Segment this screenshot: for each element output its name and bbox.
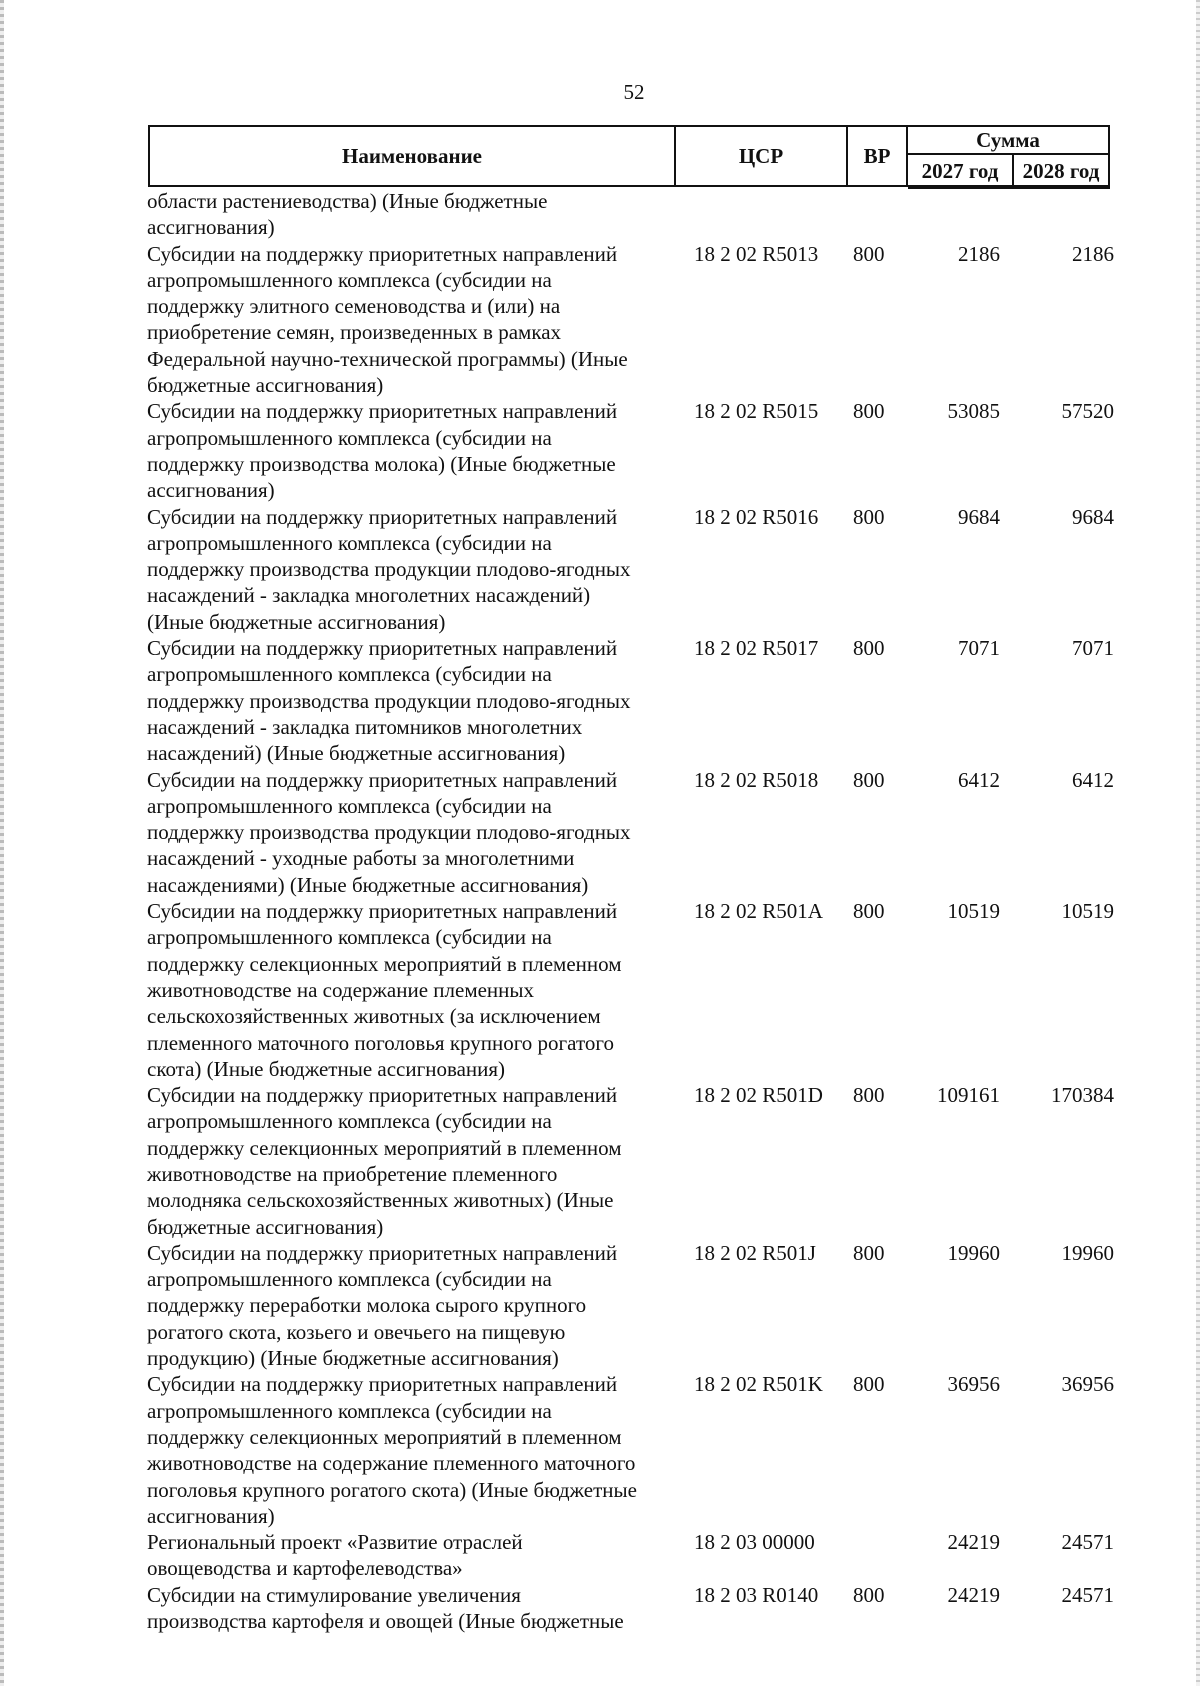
- table-row: [0, 767, 1200, 898]
- row-csr: 18 2 02 R5013: [694, 241, 819, 266]
- row-sum-2027: 36956: [947, 1372, 1000, 1397]
- row-sum-2028: 24571: [1061, 1582, 1114, 1607]
- row-csr: 18 2 02 R501K: [694, 1372, 823, 1397]
- row-name: Региональный проект «Развитие отраслей овощеводства и картофелеводства»: [147, 1530, 523, 1581]
- table-body: [0, 188, 1200, 1634]
- table-row: [0, 1240, 1200, 1371]
- row-csr: 18 2 02 R501D: [694, 1083, 823, 1108]
- row-sum-2028: 36956: [1061, 1372, 1114, 1397]
- row-name: Субсидии на поддержку приоритетных направлений агропромышленного комплекса (субсидии на поддержку элитного семеноводства и (или) на приобретение семян, произведенных в рамках Федеральной научно-технической программы) (Иные бюджетные ассигнования): [147, 241, 628, 398]
- table-row: [0, 1371, 1200, 1529]
- row-sum-2028: 24571: [1061, 1530, 1114, 1555]
- header-year-2027: 2027 год: [908, 155, 1014, 189]
- row-sum-2028: 10519: [1061, 899, 1114, 924]
- row-sum-2028: 2186: [1072, 241, 1114, 266]
- row-sum-2028: 9684: [1072, 504, 1114, 529]
- row-vr: 800: [853, 1372, 885, 1397]
- table-row: [0, 898, 1200, 1082]
- row-vr: 800: [853, 899, 885, 924]
- row-vr: 800: [853, 767, 885, 792]
- row-csr: 18 2 02 R501A: [694, 899, 823, 924]
- row-sum-2028: 170384: [1051, 1083, 1114, 1108]
- row-sum-2027: 24219: [947, 1582, 1000, 1607]
- table-row: [0, 1529, 1200, 1582]
- row-sum-2027: 19960: [947, 1240, 1000, 1265]
- row-name: Субсидии на поддержку приоритетных направлений агропромышленного комплекса (субсидии на поддержку производства молока) (Иные бюджетные ассигнования): [147, 399, 618, 503]
- row-sum-2027: 2186: [958, 241, 1000, 266]
- row-vr: 800: [853, 1240, 885, 1265]
- header-name: Наименование: [150, 127, 676, 185]
- row-sum-2028: 6412: [1072, 767, 1114, 792]
- row-name: Субсидии на поддержку приоритетных направлений агропромышленного комплекса (субсидии на поддержку селекционных мероприятий в племенном животноводстве на приобретение племенного молодняка сельскохозяйственных животных) (Иные бюджетные ассигнования): [147, 1083, 622, 1239]
- header-year-2028: 2028 год: [1014, 155, 1110, 189]
- row-vr: 800: [853, 399, 885, 424]
- row-vr: 800: [853, 504, 885, 529]
- table-row: [0, 1582, 1200, 1635]
- row-sum-2027: 24219: [947, 1530, 1000, 1555]
- row-csr: 18 2 02 R5015: [694, 399, 819, 424]
- table-row: [0, 398, 1200, 503]
- row-csr: 18 2 02 R5018: [694, 767, 819, 792]
- row-name: Субсидии на поддержку приоритетных направлений агропромышленного комплекса (субсидии на поддержку переработки молока сырого крупного рогатого скота, козьего и овечьего на пищевую продукцию) (Иные бюджетные ассигнования): [147, 1240, 618, 1371]
- row-vr: 800: [853, 636, 885, 661]
- row-name: области растениеводства) (Иные бюджетные ассигнования): [147, 189, 548, 240]
- row-csr: 18 2 03 00000: [694, 1530, 815, 1555]
- table-row: [0, 635, 1200, 766]
- row-sum-2027: 10519: [947, 899, 1000, 924]
- row-name: Субсидии на стимулирование увеличения производства картофеля и овощей (Иные бюджетные: [147, 1582, 624, 1634]
- row-sum-2028: 7071: [1072, 636, 1114, 661]
- table-row: [0, 241, 1200, 399]
- row-sum-2027: 109161: [937, 1083, 1000, 1108]
- row-sum-2028: 19960: [1061, 1240, 1114, 1265]
- header-csr: ЦСР: [676, 127, 848, 185]
- row-name: Субсидии на поддержку приоритетных направлений агропромышленного комплекса (субсидии на поддержку селекционных мероприятий в племенном животноводстве на содержание племенного маточного поголовья крупного рогатого скота) (Иные бюджетные ассигнования): [147, 1372, 637, 1528]
- row-vr: 800: [853, 1083, 885, 1108]
- row-csr: 18 2 02 R5016: [694, 504, 819, 529]
- table-header: [148, 125, 1110, 187]
- row-csr: 18 2 02 R5017: [694, 636, 819, 661]
- row-csr: 18 2 02 R501J: [694, 1240, 816, 1265]
- table-row: [0, 1082, 1200, 1240]
- row-name: Субсидии на поддержку приоритетных направлений агропромышленного комплекса (субсидии на поддержку производства продукции плодово-ягодных насаждений - закладка многолетних насаждений) (Иные бюджетные ассигнования): [147, 504, 631, 634]
- row-csr: 18 2 03 R0140: [694, 1582, 819, 1607]
- row-name: Субсидии на поддержку приоритетных направлений агропромышленного комплекса (субсидии на поддержку селекционных мероприятий в племенном животноводстве на содержание племенных сельскохозяйственных животных (за исключением племенного маточного поголовья крупного рогатого скота) (Иные бюджетные ассигнования): [147, 899, 622, 1081]
- table-row: [0, 504, 1200, 635]
- row-sum-2027: 53085: [947, 399, 1000, 424]
- header-vr: ВР: [848, 127, 908, 185]
- page-number: 52: [623, 80, 645, 104]
- row-sum-2027: 7071: [958, 636, 1000, 661]
- row-sum-2027: 9684: [958, 504, 1000, 529]
- row-vr: 800: [853, 241, 885, 266]
- header-sum: Сумма: [908, 127, 1108, 155]
- row-vr: 800: [853, 1582, 885, 1607]
- row-name: Субсидии на поддержку приоритетных направлений агропромышленного комплекса (субсидии на поддержку производства продукции плодово-ягодных насаждений - закладка питомников многолетних насаждений) (Иные бюджетные ассигнования): [147, 636, 631, 766]
- row-sum-2028: 57520: [1061, 399, 1114, 424]
- row-sum-2027: 6412: [958, 767, 1000, 792]
- row-name: Субсидии на поддержку приоритетных направлений агропромышленного комплекса (субсидии на поддержку производства продукции плодово-ягодных насаждений - уходные работы за многолетними насаждениями) (Иные бюджетные ассигнования): [147, 767, 631, 897]
- table-row: [0, 188, 1200, 241]
